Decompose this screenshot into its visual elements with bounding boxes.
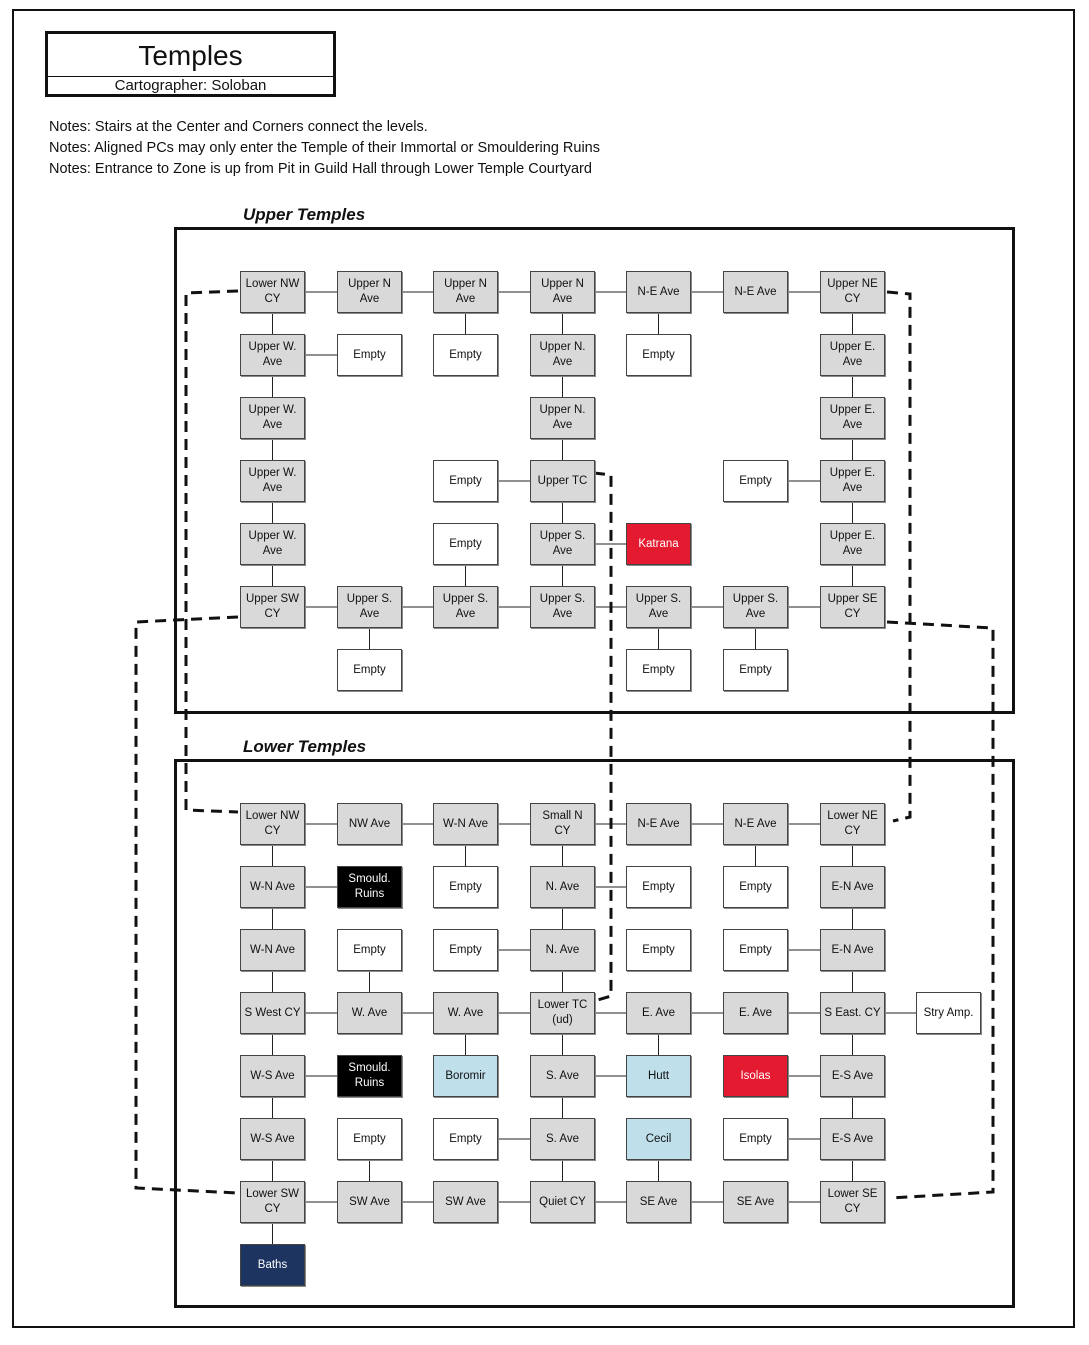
room-lower-l5_2[interactable]: Empty [433, 1118, 498, 1160]
room-lower-l3_5[interactable]: E. Ave [723, 992, 788, 1034]
room-lower-l3_2[interactable]: W. Ave [433, 992, 498, 1034]
room-lower-l1_1[interactable]: Smould. Ruins [337, 866, 402, 908]
room-lower-l4_2[interactable]: Boromir [433, 1055, 498, 1097]
room-lower-l2_1[interactable]: Empty [337, 929, 402, 971]
note-entrance: Notes: Entrance to Zone is up from Pit in Guild Hall through Lower Temple Courtyard [49, 161, 592, 177]
room-lower-l4_4[interactable]: Hutt [626, 1055, 691, 1097]
room-upper-u5_0[interactable]: Upper SW CY [240, 586, 305, 628]
room-lower-l3_3[interactable]: Lower TC (ud) [530, 992, 595, 1034]
room-upper-u6_1[interactable]: Empty [337, 649, 402, 691]
room-lower-l0_5[interactable]: N-E Ave [723, 803, 788, 845]
room-lower-l6_6[interactable]: Lower SE CY [820, 1181, 885, 1223]
room-lower-l3_0[interactable]: S West CY [240, 992, 305, 1034]
upper-temples-title: Upper Temples [243, 205, 366, 224]
room-upper-u0_5[interactable]: N-E Ave [723, 271, 788, 313]
room-lower-l6_3[interactable]: Quiet CY [530, 1181, 595, 1223]
room-lower-l5_3[interactable]: S. Ave [530, 1118, 595, 1160]
room-upper-u2_0[interactable]: Upper W. Ave [240, 397, 305, 439]
room-upper-u0_3[interactable]: Upper N Ave [530, 271, 595, 313]
room-lower-l3_1[interactable]: W. Ave [337, 992, 402, 1034]
room-lower-l2_0[interactable]: W-N Ave [240, 929, 305, 971]
room-lower-l1_2[interactable]: Empty [433, 866, 498, 908]
room-lower-l0_0[interactable]: Lower NW CY [240, 803, 305, 845]
room-lower-l0_2[interactable]: W-N Ave [433, 803, 498, 845]
room-upper-u4_3[interactable]: Upper S. Ave [530, 523, 595, 565]
room-upper-u1_4[interactable]: Empty [626, 334, 691, 376]
room-upper-u0_0[interactable]: Lower NW CY [240, 271, 305, 313]
room-upper-u5_1[interactable]: Upper S. Ave [337, 586, 402, 628]
room-lower-l1_4[interactable]: Empty [626, 866, 691, 908]
room-upper-u5_5[interactable]: Upper S. Ave [723, 586, 788, 628]
room-lower-l6_5[interactable]: SE Ave [723, 1181, 788, 1223]
room-upper-u6_5[interactable]: Empty [723, 649, 788, 691]
room-upper-u5_3[interactable]: Upper S. Ave [530, 586, 595, 628]
room-lower-l5_4[interactable]: Cecil [626, 1118, 691, 1160]
room-upper-u5_2[interactable]: Upper S. Ave [433, 586, 498, 628]
room-lower-l2_2[interactable]: Empty [433, 929, 498, 971]
room-upper-u5_6[interactable]: Upper SE CY [820, 586, 885, 628]
room-lower-l1_6[interactable]: E-N Ave [820, 866, 885, 908]
room-lower-l5_6[interactable]: E-S Ave [820, 1118, 885, 1160]
room-upper-u6_4[interactable]: Empty [626, 649, 691, 691]
room-upper-u1_0[interactable]: Upper W. Ave [240, 334, 305, 376]
room-lower-l7_0[interactable]: Baths [240, 1244, 305, 1286]
room-upper-u3_2[interactable]: Empty [433, 460, 498, 502]
room-upper-u5_4[interactable]: Upper S. Ave [626, 586, 691, 628]
room-lower-l5_5[interactable]: Empty [723, 1118, 788, 1160]
stair-link-southwest [136, 617, 238, 1193]
stair-link-center [594, 473, 611, 1001]
room-upper-u3_3[interactable]: Upper TC [530, 460, 595, 502]
room-lower-l2_6[interactable]: E-N Ave [820, 929, 885, 971]
room-upper-u1_6[interactable]: Upper E. Ave [820, 334, 885, 376]
stair-link-northwest [186, 291, 238, 812]
room-lower-l6_0[interactable]: Lower SW CY [240, 1181, 305, 1223]
room-lower-l2_3[interactable]: N. Ave [530, 929, 595, 971]
room-lower-l1_5[interactable]: Empty [723, 866, 788, 908]
room-upper-u0_4[interactable]: N-E Ave [626, 271, 691, 313]
room-lower-l4_0[interactable]: W-S Ave [240, 1055, 305, 1097]
room-lower-l1_3[interactable]: N. Ave [530, 866, 595, 908]
stair-link-southeast [887, 622, 993, 1198]
room-lower-l5_0[interactable]: W-S Ave [240, 1118, 305, 1160]
room-upper-u4_0[interactable]: Upper W. Ave [240, 523, 305, 565]
map-title: Temples [138, 40, 243, 71]
room-upper-u2_3[interactable]: Upper N. Ave [530, 397, 595, 439]
room-upper-u1_3[interactable]: Upper N. Ave [530, 334, 595, 376]
room-lower-l4_3[interactable]: S. Ave [530, 1055, 595, 1097]
room-lower-l2_4[interactable]: Empty [626, 929, 691, 971]
note-aligned-pcs: Notes: Aligned PCs may only enter the Temple of their Immortal or Smouldering Ruins [49, 140, 600, 156]
room-lower-l0_1[interactable]: NW Ave [337, 803, 402, 845]
room-lower-l6_2[interactable]: SW Ave [433, 1181, 498, 1223]
room-upper-u3_6[interactable]: Upper E. Ave [820, 460, 885, 502]
room-lower-l4_5[interactable]: Isolas [723, 1055, 788, 1097]
lower-temples-title: Lower Temples [243, 737, 367, 756]
room-lower-l4_6[interactable]: E-S Ave [820, 1055, 885, 1097]
room-upper-u1_2[interactable]: Empty [433, 334, 498, 376]
room-upper-u3_0[interactable]: Upper W. Ave [240, 460, 305, 502]
room-upper-u4_4[interactable]: Katrana [626, 523, 691, 565]
room-lower-l6_1[interactable]: SW Ave [337, 1181, 402, 1223]
room-upper-u0_2[interactable]: Upper N Ave [433, 271, 498, 313]
room-lower-l4_1[interactable]: Smould. Ruins [337, 1055, 402, 1097]
room-upper-u2_6[interactable]: Upper E. Ave [820, 397, 885, 439]
room-lower-l5_1[interactable]: Empty [337, 1118, 402, 1160]
room-lower-l1_0[interactable]: W-N Ave [240, 866, 305, 908]
room-upper-u1_1[interactable]: Empty [337, 334, 402, 376]
room-lower-l0_4[interactable]: N-E Ave [626, 803, 691, 845]
stair-link-northeast [887, 292, 910, 821]
note-stairs: Notes: Stairs at the Center and Corners connect the levels. [49, 119, 428, 135]
room-lower-l2_5[interactable]: Empty [723, 929, 788, 971]
room-upper-u4_6[interactable]: Upper E. Ave [820, 523, 885, 565]
cartographer-credit: Cartographer: Soloban [48, 76, 333, 94]
room-lower-l0_6[interactable]: Lower NE CY [820, 803, 885, 845]
room-lower-l6_4[interactable]: SE Ave [626, 1181, 691, 1223]
room-upper-u4_2[interactable]: Empty [433, 523, 498, 565]
room-lower-l0_3[interactable]: Small N CY [530, 803, 595, 845]
room-upper-u0_1[interactable]: Upper N Ave [337, 271, 402, 313]
room-upper-u0_6[interactable]: Upper NE CY [820, 271, 885, 313]
room-upper-u3_5[interactable]: Empty [723, 460, 788, 502]
room-lower-l3_7[interactable]: Stry Amp. [916, 992, 981, 1034]
room-lower-l3_4[interactable]: E. Ave [626, 992, 691, 1034]
room-lower-l3_6[interactable]: S East. CY [820, 992, 885, 1034]
